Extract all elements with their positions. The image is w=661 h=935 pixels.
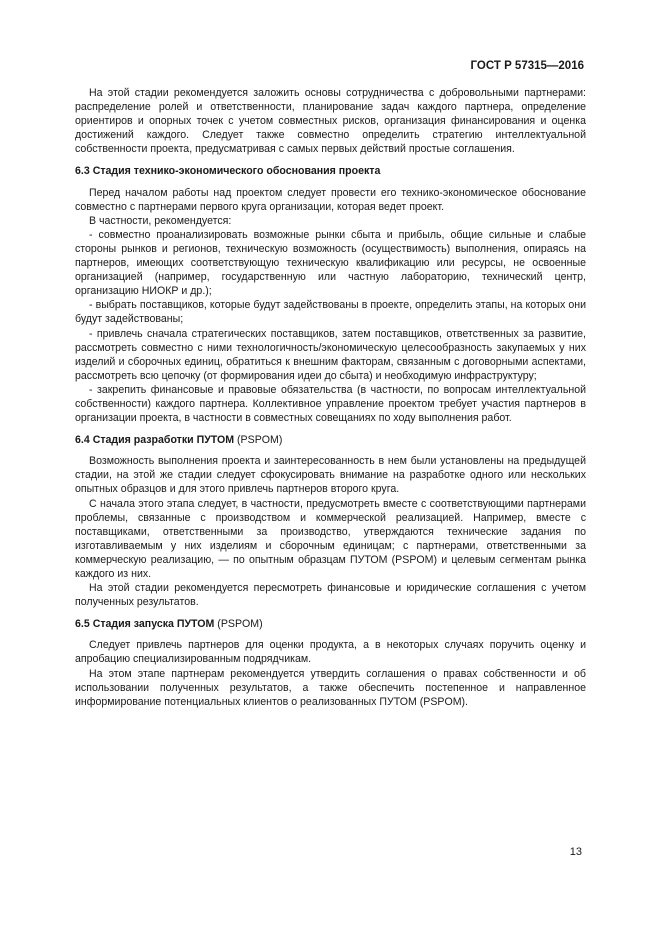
- list-item: - привлечь сначала стратегических поставщиков, затем поставщиков, ответственных за развитие, рассмотреть совместно с ними технологичность/экономическую целесообразность закупаемых у них изделий и сборочных единиц, обратиться к внешним факторам, связанным с договорными аспектами, рассмотреть всю цепочку (от формирования идеи до сбыта) и необходимую инфраструктуру;: [75, 327, 586, 382]
- section-6-4-paragraph: На этой стадии рекомендуется пересмотреть финансовые и юридические соглашения с учетом полученных результатов.: [75, 582, 586, 609]
- section-title-suffix: (PSPOM): [237, 434, 283, 447]
- section-title: Стадия запуска ПУТОМ: [92, 618, 215, 631]
- section-6-4-paragraph: Возможность выполнения проекта и заинтересованность в нем были установлены на предыдущей стадии, на этой же стадии следует сфокусировать внимание на разработке одного или нескольких опытных образцов и для этого привлечь партнеров второго круга.: [75, 455, 586, 496]
- document-id-header: ГОСТ Р 57315—2016: [470, 60, 584, 72]
- section-title-suffix: (PSPOM): [217, 618, 263, 631]
- section-6-5-paragraph: Следует привлечь партнеров для оценки продукта, а в некоторых случаях поручить оценку и апробацию специализированным подрядчикам.: [75, 639, 586, 666]
- section-6-4-paragraph: С начала этого этапа следует, в частности, предусмотреть вместе с соответствующими партнерами проблемы, связанные с производством и коммерческой реализацией. Например, вместе с поставщиками, ответственными за производство, утверждаются технические задания по изготавливаемым у них изделиям и сборочным единицам; с партнерами, ответственными за коммерческую реализацию, — по опытным образцам ПУТОМ (PSPOM) и целевым сегментам рынка каждого из них.: [75, 497, 586, 580]
- section-title: Стадия разработки ПУТОМ: [92, 434, 235, 447]
- list-item: - закрепить финансовые и правовые обязательства (в частности, по вопросам интеллектуальной собственности) каждого партнера. Коллективное управление проектом требует участия партнеров в организации проекта, в частности в совместных совещаниях по ходу выполнения работ.: [75, 383, 586, 425]
- section-6-3-paragraph: В частности, рекомендуется:: [89, 214, 232, 227]
- section-title: Стадия технико-экономического обоснования проекта: [92, 165, 381, 178]
- page-content: [75, 86, 586, 709]
- section-6-5-paragraph: На этом этапе партнерам рекомендуется утвердить соглашения о правах собственности и об использовании полученных результатов, а также обеспечить постепенное и направленное информирование потенциальных клиентов о реализованных ПУТОМ (PSPOM).: [75, 667, 586, 708]
- section-heading-6-5: [75, 617, 586, 631]
- section-number: 6.5: [75, 618, 90, 631]
- intro-paragraph: На этой стадии рекомендуется заложить основы сотрудничества с добровольными партнерами: распределение ролей и ответственности, планирование задач каждого партнера, определение ориентиров и опорных точек с учетом совместных рисков, организация финансирования и оценка достижений каждого. Следует также совместно определить стратегию интеллектуальной собственности проекта, предусматривая с самых первых действий простые соглашения.: [75, 87, 586, 156]
- section-number: 6.3: [75, 165, 90, 178]
- section-heading-6-3: [75, 164, 586, 178]
- page-number: 13: [569, 846, 582, 858]
- section-6-3-paragraph: Перед началом работы над проектом следует провести его технико-экономическое обоснование совместно с партнерами первого круга организации, которая ведет проект.: [75, 186, 586, 213]
- section-number: 6.4: [75, 434, 90, 447]
- section-heading-6-4: [75, 433, 586, 447]
- list-item: - совместно проанализировать возможные рынки сбыта и прибыль, общие сильные и слабые стороны рынков и регионов, техническую возможность (осуществимость) выполнения, опираясь на партнеров, имеющих соответствующую техническую квалификацию или ресурсы, не освоенные организацией (например, государственную или частную лабораторию, технический центр, организацию НИОКР и др.);: [75, 228, 586, 298]
- list-item: - выбрать поставщиков, которые будут задействованы в проекте, определить этапы, на которых они будут задействованы;: [75, 299, 586, 326]
